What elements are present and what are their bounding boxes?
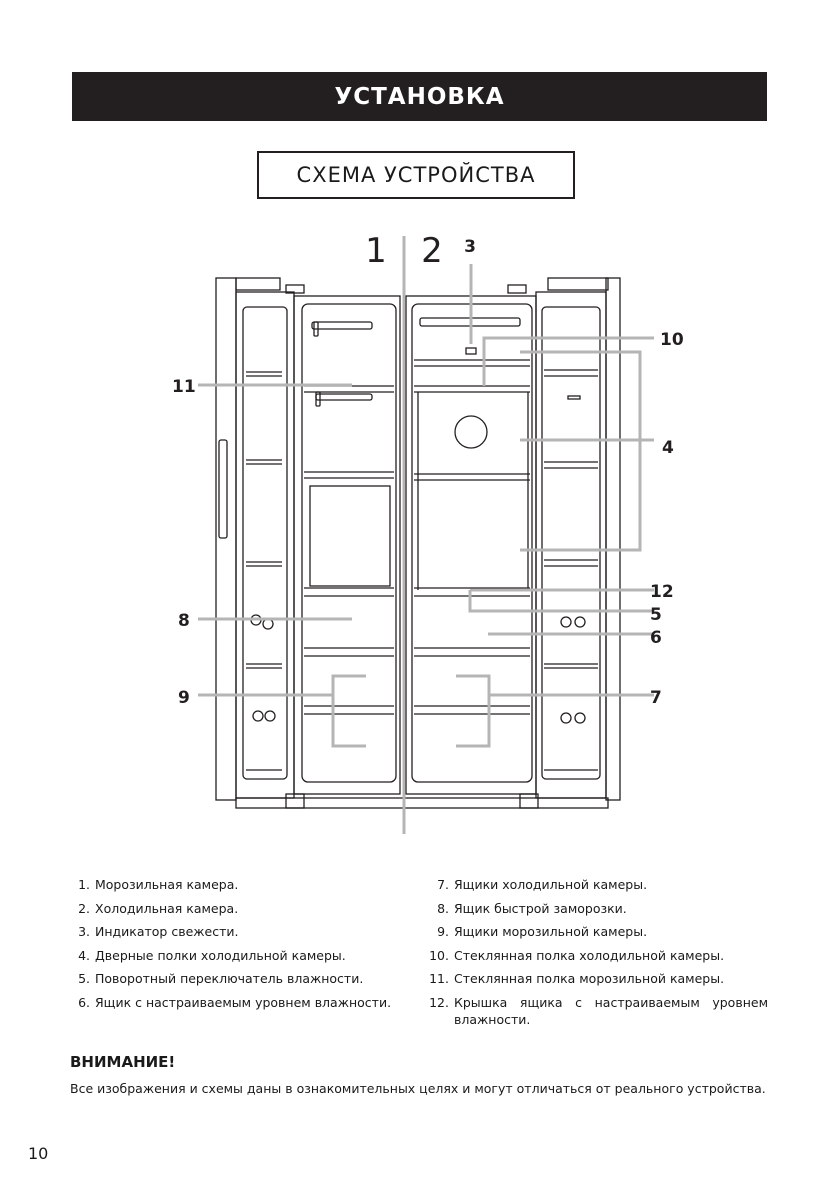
legend-item bbox=[428, 991, 768, 1031]
legend-text: Индикатор свежести. bbox=[95, 924, 239, 939]
legend-item bbox=[428, 967, 768, 991]
legend-number: 12. bbox=[429, 994, 449, 1010]
legend-item bbox=[70, 944, 415, 968]
callout-8: 8 bbox=[178, 611, 190, 631]
callout-9: 9 bbox=[178, 688, 190, 708]
warning-title: ВНИМАНИЕ! bbox=[70, 1053, 176, 1071]
legend-text: Морозильная камера. bbox=[95, 877, 239, 892]
legend-text: Стеклянная полка холодильной камеры. bbox=[454, 947, 725, 963]
legend-text: Ящики морозильной камеры. bbox=[454, 924, 648, 939]
legend-item bbox=[428, 944, 768, 968]
fridge-cabinet bbox=[406, 296, 536, 794]
line-10 bbox=[484, 338, 654, 386]
legend-item bbox=[428, 897, 768, 921]
callout-6: 6 bbox=[650, 628, 662, 648]
line-5 bbox=[470, 590, 654, 611]
legend-item bbox=[70, 873, 415, 897]
legend-text: Холодильная камера. bbox=[95, 900, 239, 916]
door-handle bbox=[219, 440, 227, 538]
freezer-back-panel bbox=[310, 486, 390, 586]
left-door bbox=[236, 292, 294, 798]
legend-number: 8. bbox=[437, 900, 449, 916]
legend-text: Поворотный переключатель влажности. bbox=[95, 971, 364, 986]
freezer-liner bbox=[302, 304, 396, 782]
right-door-liner bbox=[542, 307, 600, 779]
legend-item bbox=[70, 920, 415, 944]
page-number: 10 bbox=[28, 1144, 49, 1163]
header-title: УСТАНОВКА bbox=[334, 83, 505, 110]
left-door-liner bbox=[243, 307, 287, 779]
callout-3: 3 bbox=[464, 237, 476, 257]
fridge-fan-circle bbox=[455, 416, 487, 448]
bracket-9 bbox=[333, 676, 366, 746]
legend-number: 11. bbox=[429, 971, 449, 986]
freshness-indicator bbox=[466, 348, 476, 354]
callout-4: 4 bbox=[662, 438, 674, 458]
right-door bbox=[536, 292, 606, 798]
legend-left-column bbox=[70, 873, 415, 1014]
legend-number: 3. bbox=[78, 924, 90, 939]
callout-12: 12 bbox=[650, 582, 674, 602]
legend-text: Дверные полки холодильной камеры. bbox=[95, 947, 346, 963]
legend-item bbox=[428, 873, 768, 897]
legend-number: 7. bbox=[437, 877, 449, 892]
legend-item bbox=[428, 920, 768, 944]
legend-text: Ящик быстрой заморозки. bbox=[454, 900, 627, 916]
legend-item bbox=[70, 991, 415, 1015]
callout-10: 10 bbox=[660, 330, 684, 350]
legend-number: 1. bbox=[78, 877, 90, 892]
legend-text: Ящик с настраиваемым уровнем влажности. bbox=[95, 994, 392, 1010]
refrigerator-outline bbox=[216, 278, 620, 808]
warning-text: Все изображения и схемы даны в ознакомительных целях и могут отличаться от реального устройства. bbox=[70, 1081, 766, 1096]
bracket-7 bbox=[456, 676, 489, 746]
legend-number: 4. bbox=[78, 947, 90, 963]
callout-1: 1 bbox=[365, 231, 387, 271]
top-hinge-left bbox=[236, 278, 280, 290]
legend-text: Стеклянная полка морозильной камеры. bbox=[454, 971, 725, 986]
legend-right-column bbox=[428, 873, 768, 1031]
diagram-title: СХЕМА УСТРОЙСТВА bbox=[296, 163, 536, 187]
callout-2: 2 bbox=[421, 231, 443, 271]
top-hinge-right bbox=[548, 278, 608, 290]
legend-number: 2. bbox=[78, 900, 90, 916]
legend-item bbox=[70, 897, 415, 921]
legend-number: 6. bbox=[78, 994, 90, 1010]
legend-text: Ящики холодильной камеры. bbox=[454, 877, 648, 892]
legend-item bbox=[70, 967, 415, 991]
callout-11: 11 bbox=[172, 377, 196, 397]
right-door-edge bbox=[606, 278, 620, 800]
legend-text: Крышка ящика с настраиваемым уровнем влажности. bbox=[454, 994, 768, 1027]
callout-7: 7 bbox=[650, 688, 662, 708]
left-door-edge bbox=[216, 278, 236, 800]
legend-number: 5. bbox=[78, 971, 90, 986]
legend-number: 10. bbox=[429, 947, 449, 963]
fridge-liner bbox=[412, 304, 532, 782]
callout-5: 5 bbox=[650, 605, 662, 625]
legend-number: 9. bbox=[437, 924, 449, 939]
bracket-4 bbox=[520, 352, 640, 550]
